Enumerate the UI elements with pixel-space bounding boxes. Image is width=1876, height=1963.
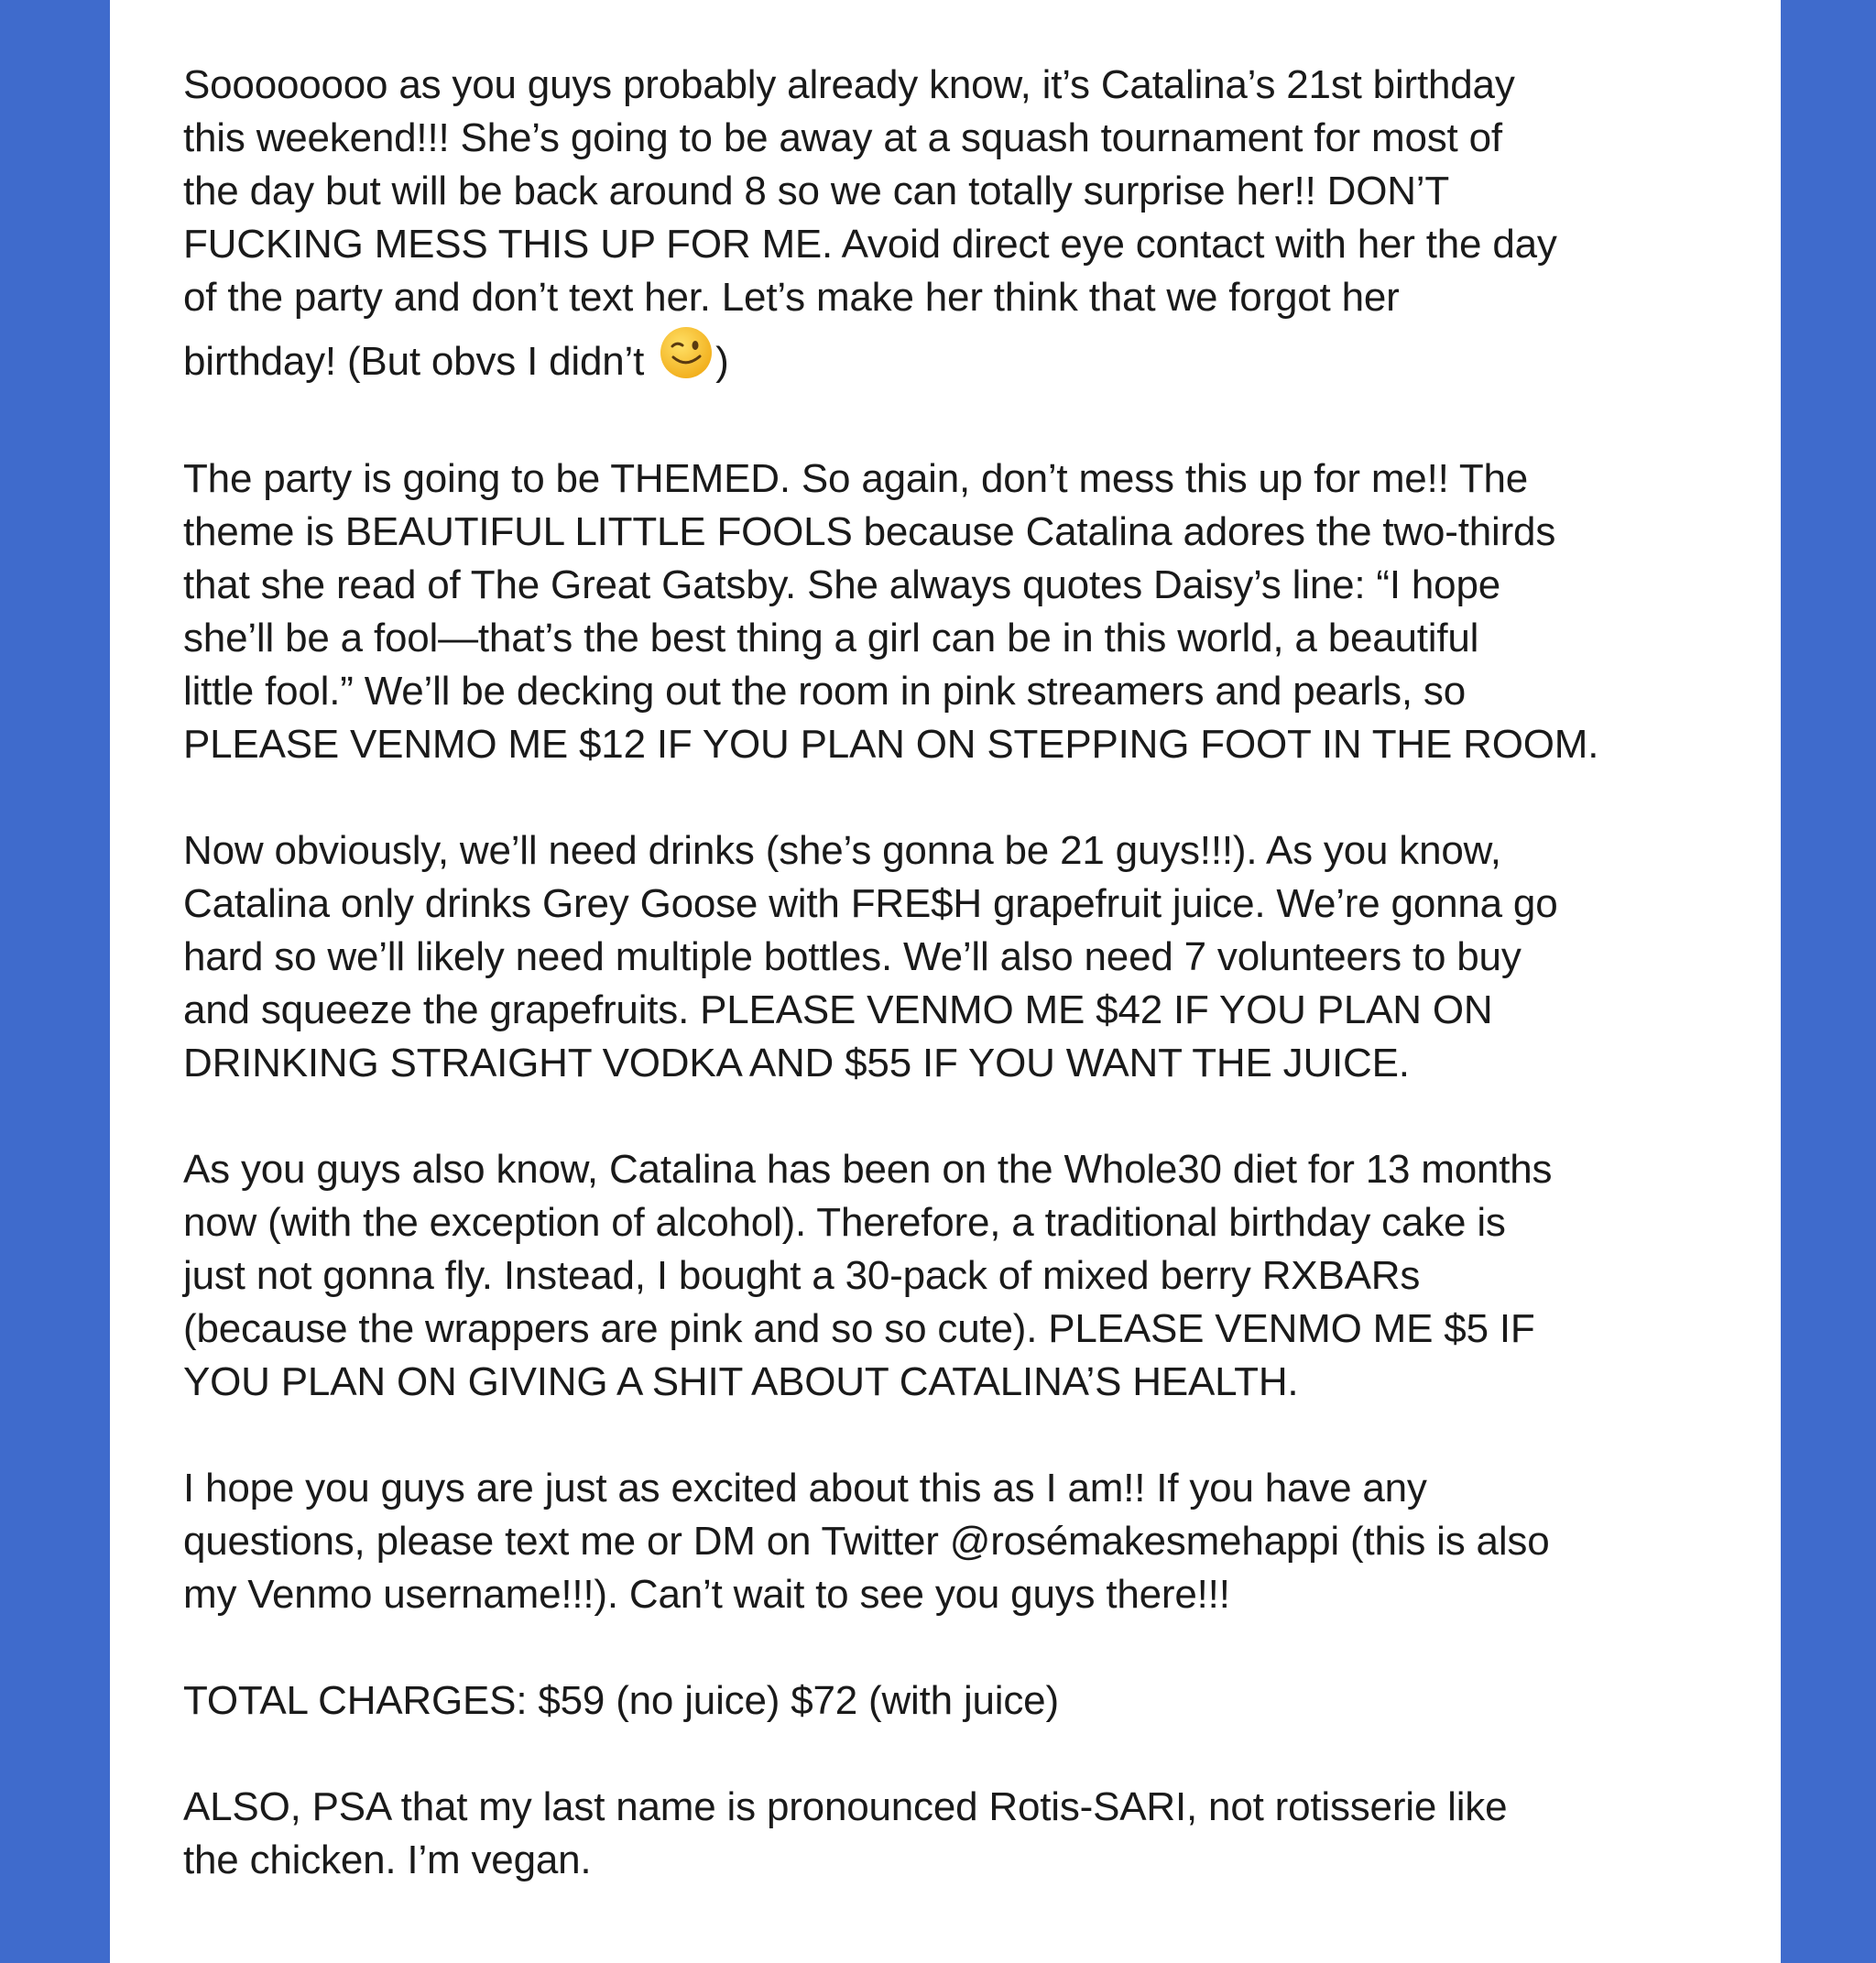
text-line: just not gonna fly. Instead, I bought a 30-pack of mixed berry RXBARs bbox=[183, 1253, 1421, 1298]
text-line: PLEASE VENMO ME $12 IF YOU PLAN ON STEPPING FOOT IN THE ROOM. bbox=[183, 722, 1599, 767]
text-line: ALSO, PSA that my last name is pronounced Rotis-SARI, not rotisserie like bbox=[183, 1784, 1508, 1829]
text-line: As you guys also know, Catalina has been on the Whole30 diet for 13 months bbox=[183, 1147, 1553, 1192]
paragraph-2 bbox=[183, 453, 1722, 771]
text-line: that she read of The Great Gatsby. She always quotes Daisy’s line: “I hope bbox=[183, 562, 1500, 607]
paragraph-1 bbox=[183, 59, 1722, 399]
text-line: this weekend!!! She’s going to be away at a squash tournament for most of bbox=[183, 115, 1502, 160]
paragraph-5 bbox=[183, 1462, 1722, 1621]
paragraph-gap bbox=[183, 1621, 1722, 1674]
text-line: TOTAL CHARGES: $59 (no juice) $72 (with juice) bbox=[183, 1678, 1059, 1723]
paragraph-gap bbox=[183, 1728, 1722, 1781]
text-line: theme is BEAUTIFUL LITTLE FOOLS because Catalina adores the two-thirds bbox=[183, 509, 1556, 554]
text-line: my Venmo username!!!). Can’t wait to see you guys there!!! bbox=[183, 1572, 1230, 1617]
text-line: FUCKING MESS THIS UP FOR ME. Avoid direct eye contact with her the day bbox=[183, 222, 1557, 267]
total-charges bbox=[183, 1674, 1722, 1728]
text-line: of the party and don’t text her. Let’s make her think that we forgot her bbox=[183, 275, 1400, 320]
text-line: she’ll be a fool—that’s the best thing a girl can be in this world, a beautiful bbox=[183, 616, 1479, 660]
text-line: (because the wrappers are pink and so so cute). PLEASE VENMO ME $5 IF bbox=[183, 1306, 1535, 1351]
paragraph-gap bbox=[183, 1409, 1722, 1462]
text-line: DRINKING STRAIGHT VODKA AND $55 IF YOU WANT THE JUICE. bbox=[183, 1041, 1410, 1085]
text-line: and squeeze the grapefruits. PLEASE VENMO ME $42 IF YOU PLAN ON bbox=[183, 987, 1493, 1032]
text-line: The party is going to be THEMED. So again, don’t mess this up for me!! The bbox=[183, 456, 1529, 501]
paragraph-4 bbox=[183, 1143, 1722, 1409]
paragraph-gap bbox=[183, 1090, 1722, 1143]
text-line-with-emoji bbox=[183, 324, 1722, 399]
text-line: YOU PLAN ON GIVING A SHIT ABOUT CATALINA’S HEALTH. bbox=[183, 1359, 1299, 1404]
text-after-emoji: ) bbox=[715, 339, 729, 384]
text-line: questions, please text me or DM on Twitter @rosémakesmehappi (this is also bbox=[183, 1519, 1550, 1564]
text-line: I hope you guys are just as excited about this as I am!! If you have any bbox=[183, 1466, 1427, 1510]
text-line: hard so we’ll likely need multiple bottles. We’ll also need 7 volunteers to buy bbox=[183, 934, 1522, 979]
text-line: Now obviously, we’ll need drinks (she’s gonna be 21 guys!!!). As you know, bbox=[183, 828, 1501, 873]
document-page bbox=[110, 0, 1781, 1963]
paragraph-gap bbox=[183, 771, 1722, 824]
text-line: Catalina only drinks Grey Goose with FRE$H grapefruit juice. We’re gonna go bbox=[183, 881, 1558, 926]
post-body bbox=[183, 59, 1722, 1887]
paragraph-3 bbox=[183, 824, 1722, 1090]
paragraph-gap bbox=[183, 399, 1722, 453]
text-line: little fool.” We’ll be decking out the room in pink streamers and pearls, so bbox=[183, 669, 1466, 714]
text-line: the chicken. I’m vegan. bbox=[183, 1838, 592, 1882]
paragraph-psa bbox=[183, 1781, 1722, 1887]
winking-face-icon bbox=[659, 325, 714, 405]
text-line: Soooooooo as you guys probably already know, it’s Catalina’s 21st birthday bbox=[183, 62, 1515, 107]
text-line: the day but will be back around 8 so we can totally surprise her!! DON’T bbox=[183, 169, 1450, 213]
text-before-emoji: birthday! (But obvs I didn’t bbox=[183, 339, 656, 384]
text-line: now (with the exception of alcohol). Therefore, a traditional birthday cake is bbox=[183, 1200, 1506, 1245]
